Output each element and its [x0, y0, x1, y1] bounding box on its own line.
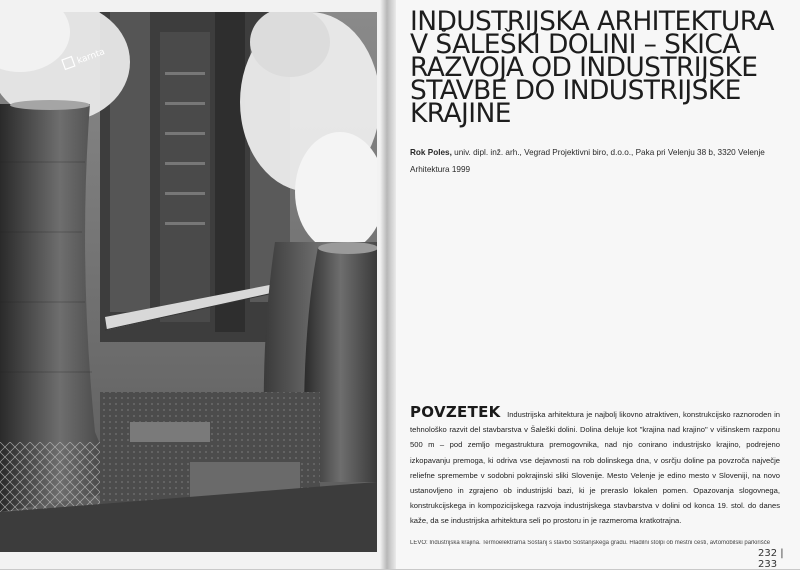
title-line-3: RAZVOJA OD INDUSTRIJSKE: [410, 52, 758, 83]
source-line: Arhitektura 1999: [410, 165, 471, 174]
title-line-2: V ŠALEŠKI DOLINI – SKICA: [410, 29, 740, 60]
left-page: [0, 0, 387, 569]
summary-heading: POVZETEK: [410, 403, 501, 421]
watermark-text: karnta: [75, 47, 107, 67]
summary-text: Industrijska arhitektura je najbolj likovno atraktiven, konstrukcijsko raznoroden in tehnološko razvit del stavbarstva v Šaleški dolini. Dolina deluje kot "krajina nad krajino" v višinskem razponu 500 m – pod zemljo megastruktura premogovnika, nad njo conirano industrijsko krajino, podrejeno izkopavanju premoga, ki odriva vse dejavnosti na rob dolinskega dna, v osrčju doline pa povzroča največje reliefne spremembe v sodobni pokrajinski sliki Slovenije. Mesto Velenje je edino mesto v Sloveniji, na novo ustanovljeno in zgrajeno ob industrijski bazi, ki je preraslo lokalen pomen. Opazovanja slogovnega, konstrukcijskega in kompozicijskega razvoja industrijskega stavbarstva v dolini od konca 19. stol. do danes kaže, da se industrijska arhitektura seli po prostoru in je razmeroma kratkotrajna.: [410, 410, 780, 526]
title-line-4: STAVBE DO INDUSTRIJSKE: [410, 75, 741, 106]
author-name: Rok Poles,: [410, 148, 452, 157]
photo-caption: LEVO: Industrijska krajina. Termoelektrarna Šoštanj s stavbo Šoštanjskega gradu. Hladilni stolpi ob mestni cesti, avtomobilski parkirišče: [410, 540, 770, 546]
page-numbers: 232 | 233: [758, 548, 784, 570]
summary-block: [410, 403, 780, 529]
article-title: [410, 6, 790, 129]
author-affiliation: univ. dipl. inž. arh., Vegrad Projektivni biro, d.o.o., Paka pri Velenju 38 b, 3320 Velenje: [451, 148, 765, 157]
author-line: [410, 144, 790, 161]
power-plant-photo: [0, 12, 377, 552]
title-line-5: KRAJINE: [410, 98, 511, 129]
title-line-1: INDUSTRIJSKA ARHITEKTURA: [410, 6, 774, 37]
author-block: [410, 144, 790, 178]
book-gutter: [380, 0, 396, 569]
